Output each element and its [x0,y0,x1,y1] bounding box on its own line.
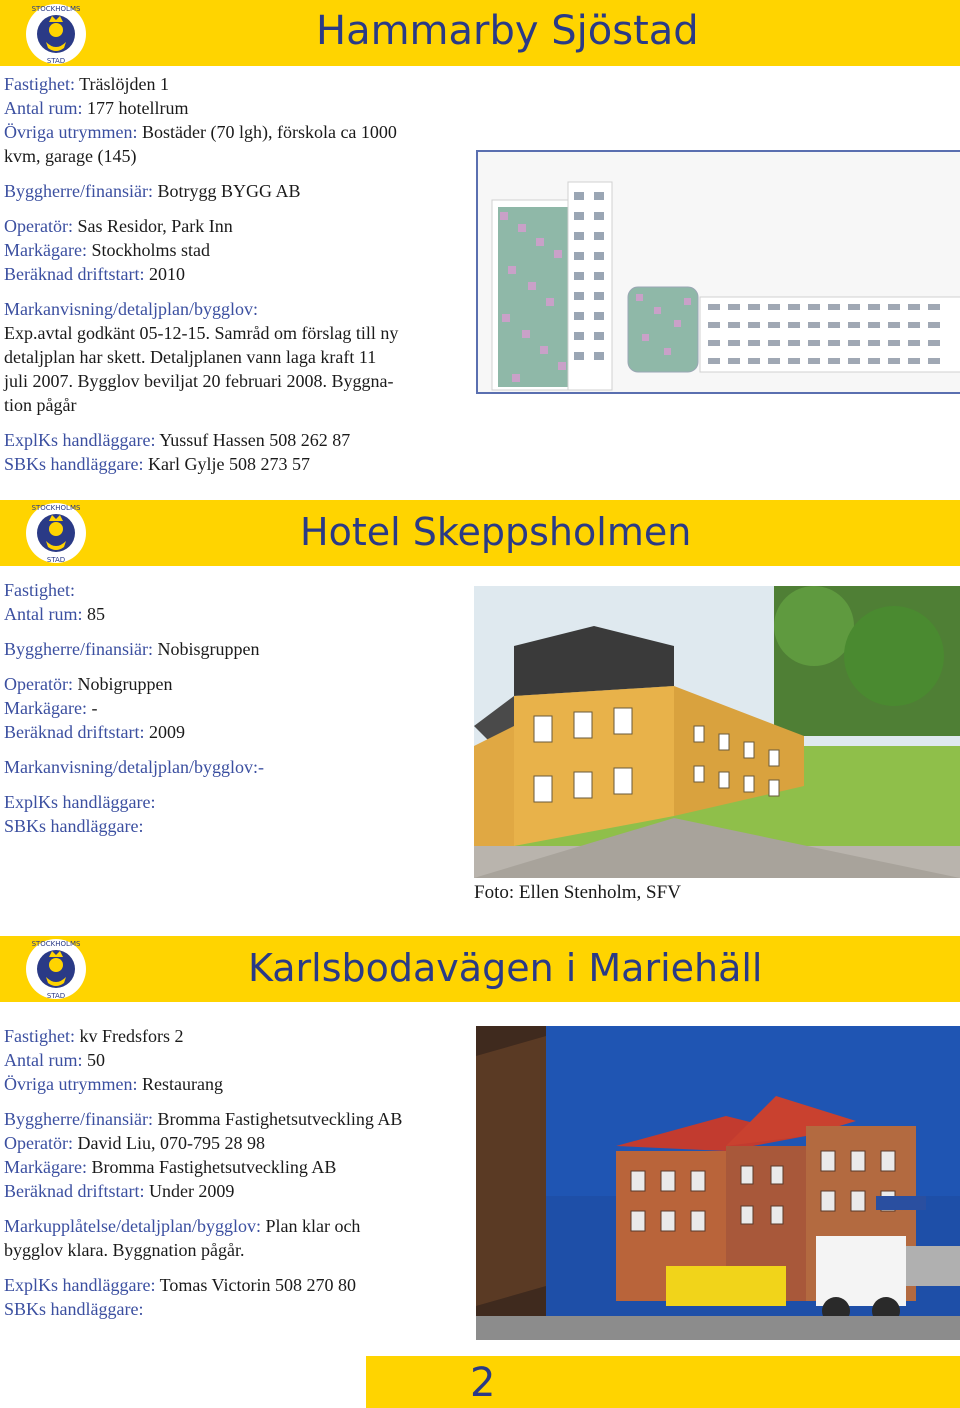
hotel-rendering-image [476,150,960,394]
row: Fastighet: Träslöjden 1 [4,74,170,94]
svg-text:STOCKHOLMS: STOCKHOLMS [31,504,81,512]
row: Byggherre/finansiär: Botrygg BYGG AB [4,181,301,201]
section2-details [4,578,264,838]
svg-text:STAD: STAD [46,57,66,65]
row: Markägare: Bromma Fastighetsutveckling AB [4,1157,337,1177]
svg-text:STAD: STAD [46,992,66,1000]
stockholms-stad-logo [24,2,88,66]
row: Operatör: Nobigruppen [4,674,173,694]
row: Operatör: Sas Residor, Park Inn [4,216,233,236]
page-number: 2 [470,1360,496,1406]
section1-banner [0,0,960,66]
row: Fastighet: kv Fredsfors 2 [4,1026,184,1046]
svg-text:STOCKHOLMS: STOCKHOLMS [31,5,81,13]
row: tion pågår [4,395,77,415]
row: Exp.avtal godkänt 05-12-15. Samråd om förslag till ny [4,323,399,343]
row: Antal rum: 85 [4,604,105,624]
section1-title: Hammarby Sjöstad [316,8,699,54]
row: Byggherre/finansiär: Bromma Fastighetsutveckling AB [4,1109,403,1129]
row: Markanvisning/detaljplan/bygglov:- [4,757,264,777]
row: Markanvisning/detaljplan/bygglov: [4,299,258,319]
section2-banner [0,500,960,566]
row: SBKs handläggare: [4,1299,144,1319]
row: Operatör: David Liu, 070-795 28 98 [4,1133,265,1153]
section1-details [4,72,398,476]
stockholms-stad-logo [24,937,88,1001]
section3-title: Karlsbodavägen i Mariehäll [248,946,763,990]
karlsbodavagen-photo [476,1026,960,1340]
row: Beräknad driftstart: 2009 [4,722,185,742]
row: Fastighet: [4,580,75,600]
row: Markägare: Stockholms stad [4,240,210,260]
row: SBKs handläggare: [4,816,144,836]
row: Beräknad driftstart: 2010 [4,264,185,284]
row: Byggherre/finansiär: Nobisgruppen [4,639,260,659]
footer-banner [0,1356,960,1408]
row: kvm, garage (145) [4,146,137,166]
skeppsholmen-drawing [474,586,960,878]
section3-details [4,1024,402,1321]
rendering-drawing [478,152,960,392]
row: detaljplan har skett. Detaljplanen vann laga kraft 11 [4,347,377,367]
section3-banner [0,936,960,1002]
stockholms-stad-logo [24,501,88,565]
hotel-skeppsholmen-photo [474,586,960,878]
row: Markägare: - [4,698,98,718]
row: Markupplåtelse/detaljplan/bygglov: Plan klar och [4,1216,361,1236]
row: bygglov klara. Byggnation pågår. [4,1240,245,1260]
row: ExplKs handläggare: Yussuf Hassen 508 262 87 [4,430,351,450]
row: Beräknad driftstart: Under 2009 [4,1181,235,1201]
svg-text:STAD: STAD [46,556,66,564]
row: juli 2007. Bygglov beviljat 20 februari 2008. Byggna- [4,371,394,391]
row: Övriga utrymmen: Restaurang [4,1074,223,1094]
row: SBKs handläggare: Karl Gylje 508 273 57 [4,454,310,474]
section2-title: Hotel Skeppsholmen [300,510,692,554]
photo-caption: Foto: Ellen Stenholm, SFV [474,882,681,903]
svg-text:STOCKHOLMS: STOCKHOLMS [31,940,81,948]
row: Antal rum: 177 hotellrum [4,98,189,118]
row: Övriga utrymmen: Bostäder (70 lgh), förskola ca 1000 [4,122,397,142]
karlsbodavagen-drawing [476,1026,960,1340]
row: ExplKs handläggare: [4,792,156,812]
row: Antal rum: 50 [4,1050,105,1070]
row: ExplKs handläggare: Tomas Victorin 508 270 80 [4,1275,356,1295]
